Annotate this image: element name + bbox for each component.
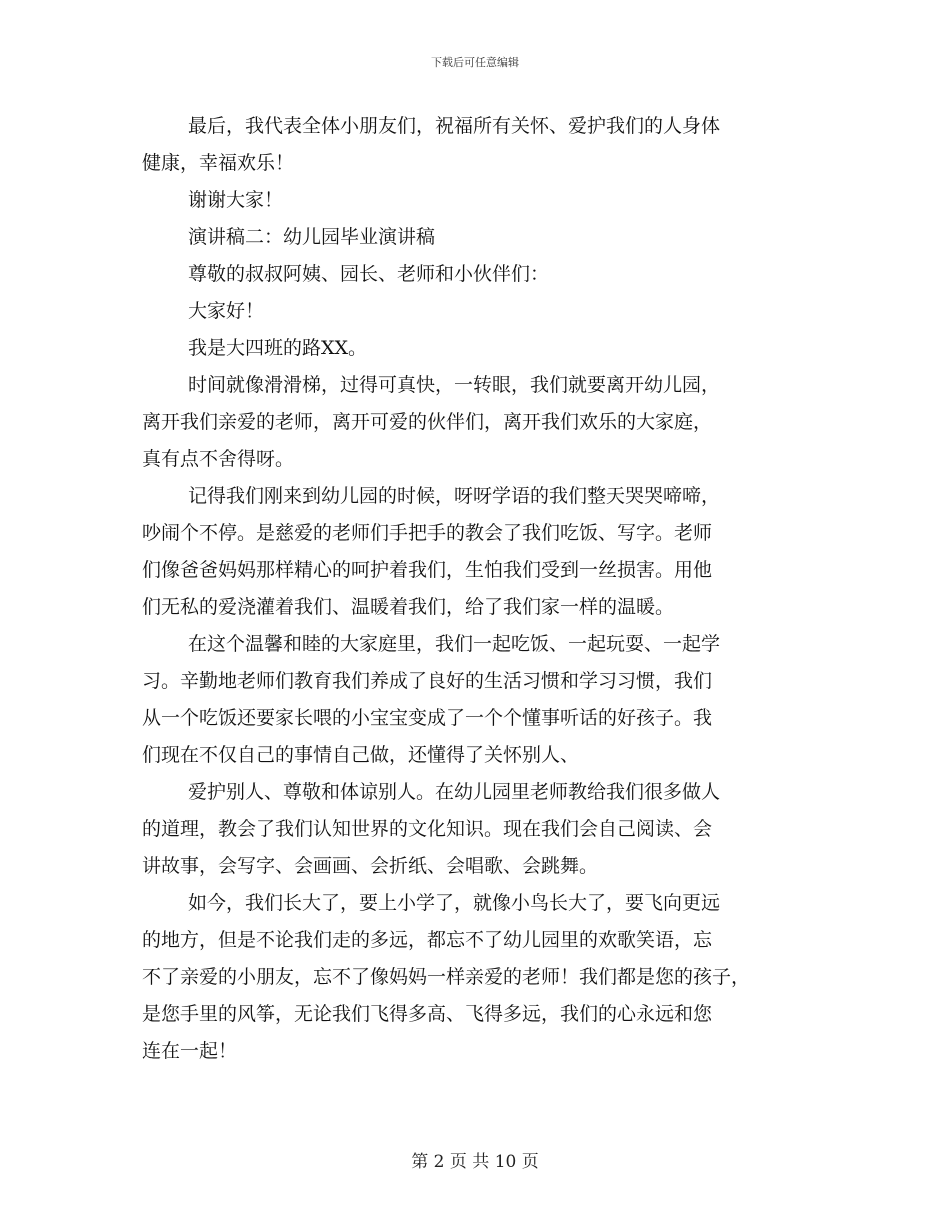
text-line: 记得我们刚来到幼儿园的时候，呀呀学语的我们整天哭哭啼啼， — [188, 485, 721, 507]
text-line: 吵闹个不停。是慈爱的老师们手把手的教会了我们吃饭、写字。老师 — [142, 522, 713, 544]
text-line: 尊敬的叔叔阿姨、园长、老师和小伙伴们： — [188, 263, 550, 285]
section-title: 演讲稿二：幼儿园毕业演讲稿 — [188, 226, 436, 248]
text-line: 大家好！ — [188, 300, 265, 322]
text-line: 在这个温馨和睦的大家庭里，我们一起吃饭、一起玩耍、一起学 — [188, 633, 721, 655]
text-line: 爱护别人、尊敬和体谅别人。在幼儿园里老师教给我们很多做人 — [188, 781, 721, 803]
text-line: 是您手里的风筝，无论我们飞得多高、飞得多远，我们的心永远和您 — [142, 1003, 713, 1025]
text-line: 真有点不舍得呀。 — [142, 448, 295, 470]
text-line: 的道理，教会了我们认知世界的文化知识。现在我们会自己阅读、会 — [142, 818, 713, 840]
text-line: 谢谢大家！ — [188, 189, 284, 211]
page-header: 下载后可任意编辑 — [431, 56, 519, 69]
text-line: 我是大四班的路XX。 — [188, 337, 368, 359]
text-line: 健康，幸福欢乐！ — [142, 152, 295, 174]
text-line: 们像爸爸妈妈那样精心的呵护着我们，生怕我们受到一丝损害。用他 — [142, 559, 713, 581]
text-line: 的地方，但是不论我们走的多远，都忘不了幼儿园里的欢歌笑语，忘 — [142, 929, 713, 951]
page-footer: 第 2 页 共 10 页 — [411, 1152, 539, 1172]
text-line: 时间就像滑滑梯，过得可真快，一转眼，我们就要离开幼儿园， — [188, 374, 721, 396]
text-line: 讲故事，会写字、会画画、会折纸、会唱歌、会跳舞。 — [142, 855, 599, 877]
text-line: 们现在不仅自己的事情自己做，还懂得了关怀别人、 — [142, 744, 580, 766]
text-line: 们无私的爱浇灌着我们、温暖着我们，给了我们家一样的温暖。 — [142, 596, 675, 618]
text-line: 如今，我们长大了，要上小学了，就像小鸟长大了，要飞向更远 — [188, 892, 721, 914]
text-line: 从一个吃饭还要家长喂的小宝宝变成了一个个懂事听话的好孩子。我 — [142, 707, 713, 729]
text-line: 最后，我代表全体小朋友们，祝福所有关怀、爱护我们的人身体 — [188, 115, 721, 137]
document-body — [142, 108, 812, 1070]
text-line: 连在一起！ — [142, 1040, 238, 1062]
text-line: 不了亲爱的小朋友，忘不了像妈妈一样亲爱的老师！我们都是您的孩子， — [142, 966, 751, 988]
text-line: 习。辛勤地老师们教育我们养成了良好的生活习惯和学习习惯，我们 — [142, 670, 713, 692]
text-line: 离开我们亲爱的老师，离开可爱的伙伴们，离开我们欢乐的大家庭， — [142, 411, 713, 433]
